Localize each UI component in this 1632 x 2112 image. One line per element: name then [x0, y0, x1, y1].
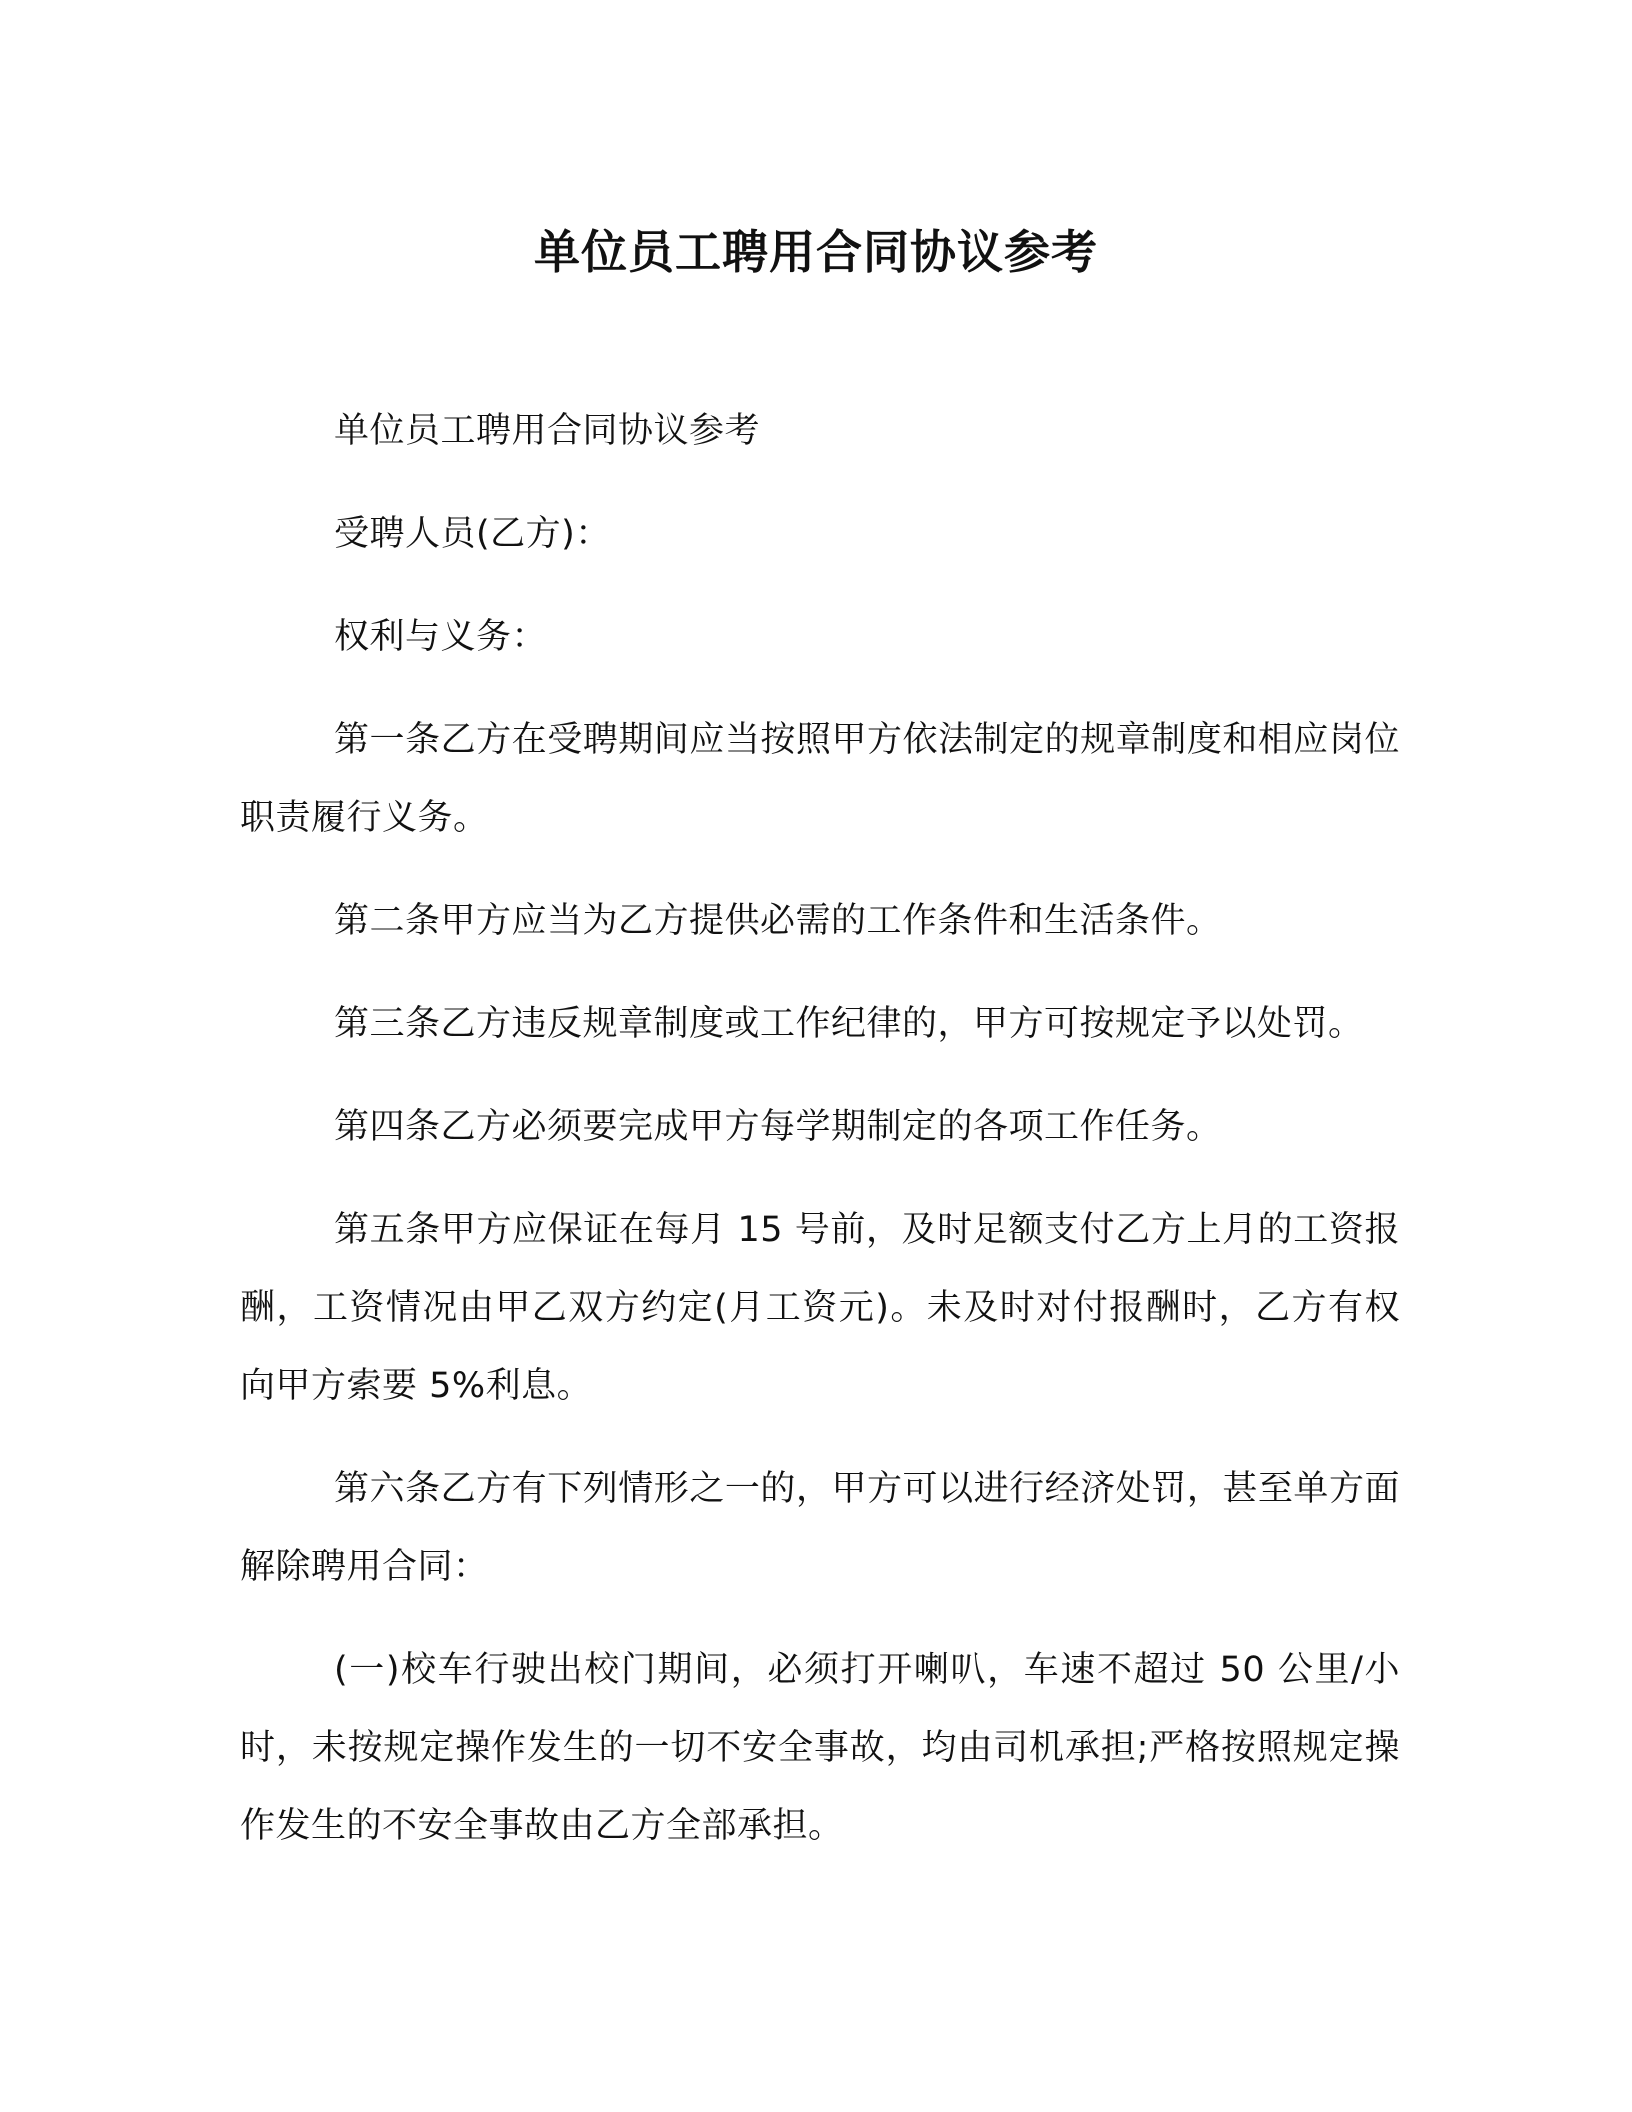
document-body — [240, 392, 1400, 1890]
paragraph-article-2: 第二条甲方应当为乙方提供必需的工作条件和生活条件。 — [334, 901, 1222, 941]
paragraph-article-1: 第一条乙方在受聘期间应当按照甲方依法制定的规章制度和相应岗位职责履行义务。 — [240, 720, 1400, 838]
document-title: 单位员工聘用合同协议参考 — [534, 225, 1098, 279]
paragraph-subtitle: 单位员工聘用合同协议参考 — [334, 411, 761, 451]
paragraph-article-6: 第六条乙方有下列情形之一的，甲方可以进行经济处罚，甚至单方面解除聘用合同： — [240, 1469, 1400, 1587]
paragraph-article-3: 第三条乙方违反规章制度或工作纪律的，甲方可按规定予以处罚。 — [334, 1004, 1364, 1044]
paragraph-clause-1: (一)校车行驶出校门期间，必须打开喇叭，车速不超过 50 公里/小时，未按规定操作发生的一切不安全事故，均由司机承担;严格按照规定操作发生的不安全事故由乙方全部承担。 — [240, 1650, 1400, 1846]
paragraph-rights-heading: 权利与义务： — [334, 617, 548, 657]
paragraph-article-5: 第五条甲方应保证在每月 15 号前，及时足额支付乙方上月的工资报酬，工资情况由甲乙双方约定(月工资元)。未及时对付报酬时，乙方有权向甲方索要 5%利息。 — [240, 1210, 1400, 1406]
paragraph-employee-party: 受聘人员(乙方)： — [334, 514, 611, 554]
paragraph-article-4: 第四条乙方必须要完成甲方每学期制定的各项工作任务。 — [334, 1107, 1222, 1147]
